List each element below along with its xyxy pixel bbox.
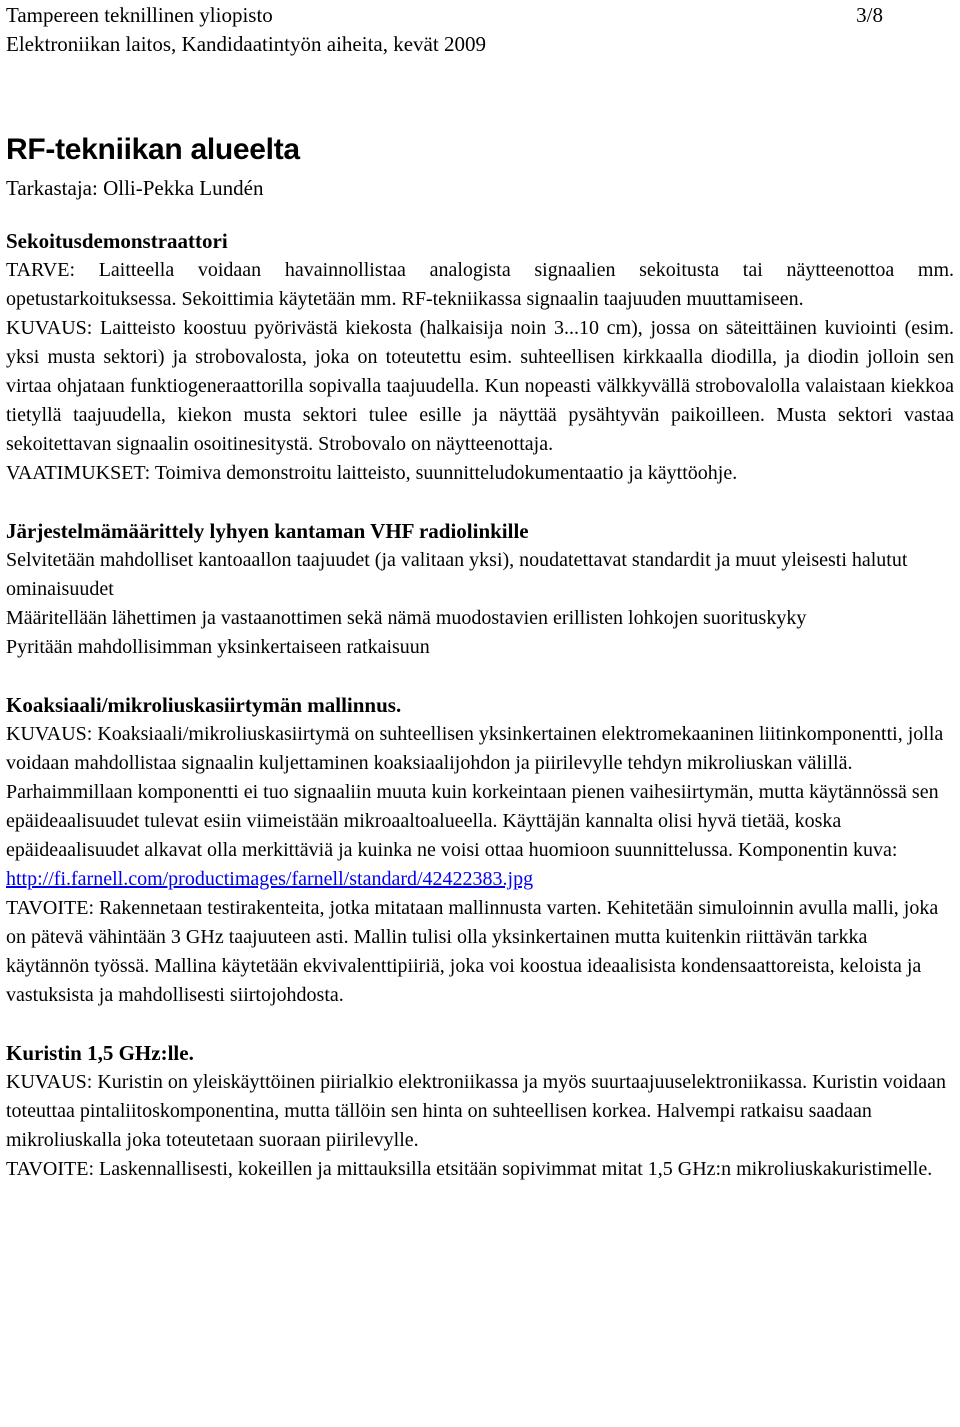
goal-paragraph: TAVOITE: Rakennetaan testirakenteita, jotka mitataan mallinnusta varten. Kehitetään simuloinnin avulla malli, joka on pätevä vähintään 3 GHz taajuuteen asti. Mallin tulisi olla yksinkertainen mutta kuitenkin riittävän tarkka käytännön työssä. Mallina käytetään ekvivalenttipiiriä, joka voi koostua ideaalisista kondensaattoreista, keloista ja vastuksista ja mahdollisesti siirtojohdosta. [6,897,939,1006]
section-title: Järjestelmämäärittely lyhyen kantaman VHF radiolinkille [6,519,529,543]
page-number: 3/8 [856,3,883,27]
page-header [6,0,954,59]
section-kuristin [6,1039,954,1184]
university-name: Tampereen teknillinen yliopisto [6,3,273,27]
paragraph: Määritellään lähettimen ja vastaanottimen sekä nämä muodostavien erillisten lohkojen suorituskyky [6,607,807,629]
section-title: Koaksiaali/mikroliuskasiirtymän mallinnus. [6,693,402,717]
section-title: Sekoitusdemonstraattori [6,229,228,253]
description-paragraph: KUVAUS: Kuristin on yleiskäyttöinen piirialkio elektroniikassa ja myös suurtaajuuselektroniikassa. Kuristin voidaan toteuttaa pintaliitoskomponentina, mutta tällöin sen hinta on suhteellisen korkea. Halvempi ratkaisu saadaan mikroliuskalla joka toteutetaan suoraan piirilevylle. [6,1071,947,1151]
component-image-link[interactable]: http://fi.farnell.com/productimages/farnell/standard/42422383.jpg [6,868,534,890]
requirements-paragraph: VAATIMUKSET: Toimiva demonstroitu laitteisto, suunnitteludokumentaatio ja käyttöohje. [6,462,738,484]
section-vhf-radiolinkki [6,517,954,662]
description-paragraph: KUVAUS: Laitteisto koostuu pyörivästä kiekosta (halkaisija noin 3...10 cm), jossa on säteittäinen kuviointi (esim. yksi musta sektori) ja strobovalosta, joka on toteutettu esim. suhteellisen kirkkaalla diodilla, ja diodin jolloin sen virtaa ohjataan funktiogeneraattorilla sopivalla taajuudella. Kun nopeasti välkkyvällä strobovalolla valaistaan kiekkoa tietyllä taajuudella, kiekon musta sektori tulee esille ja näyttää pysähtyvän paikoilleen. Musta sektori vastaa sekoitettavan signaalin osoitinesitystä. Strobovalo on näytteenottaja. [6,317,954,455]
document-page [6,0,954,1184]
page-title: RF-tekniikan alueelta [6,133,300,166]
need-paragraph: TARVE: Laitteella voidaan havainnollistaa analogista signaalien sekoitusta tai näytteenottoa mm. opetustarkoituksessa. Sekoittimia käytetään mm. RF-tekniikassa signaalin taajuuden muuttamiseen. [6,259,954,310]
section-sekoitusdemonstraattori [6,227,954,488]
section-title: Kuristin 1,5 GHz:lle. [6,1041,194,1065]
section-koaksiaali-mikroliuska [6,691,954,1010]
goal-paragraph: TAVOITE: Laskennallisesti, kokeillen ja mittauksilla etsitään sopivimmat mitat 1,5 GHz:n mikroliuskakuristimelle. [6,1158,933,1180]
paragraph: Pyritään mahdollisimman yksinkertaiseen ratkaisuun [6,636,430,658]
paragraph: Selvitetään mahdolliset kantoaallon taajuudet (ja valitaan yksi), noudatettavat standardit ja muut yleisesti halutut ominaisuudet [6,549,908,600]
reviewer-line: Tarkastaja: Olli-Pekka Lundén [6,176,264,200]
description-paragraph: KUVAUS: Koaksiaali/mikroliuskasiirtymä on suhteellisen yksinkertainen elektromekaaninen liitinkomponentti, jolla voidaan mahdollistaa signaalin kuljettaminen koaksiaalijohdon ja piirilevylle tehdyn mikroliuskan välillä. Parhaimmillaan komponentti ei tuo signaaliin muuta kuin korkeintaan pienen vaihesiirtymän, mutta käytännössä sen epäideaalisuudet tulevat esiin viimeistään mikroaaltoalueella. Käyttäjän kannalta olisi hyvä tietää, koska epäideaalisuudet alkavat olla merkittäviä ja kuinka ne voisi ottaa huomioon suunnittelussa. Komponentin kuva: [6,723,944,861]
department-line: Elektroniikan laitos, Kandidaatintyön aiheita, kevät 2009 [6,32,486,56]
